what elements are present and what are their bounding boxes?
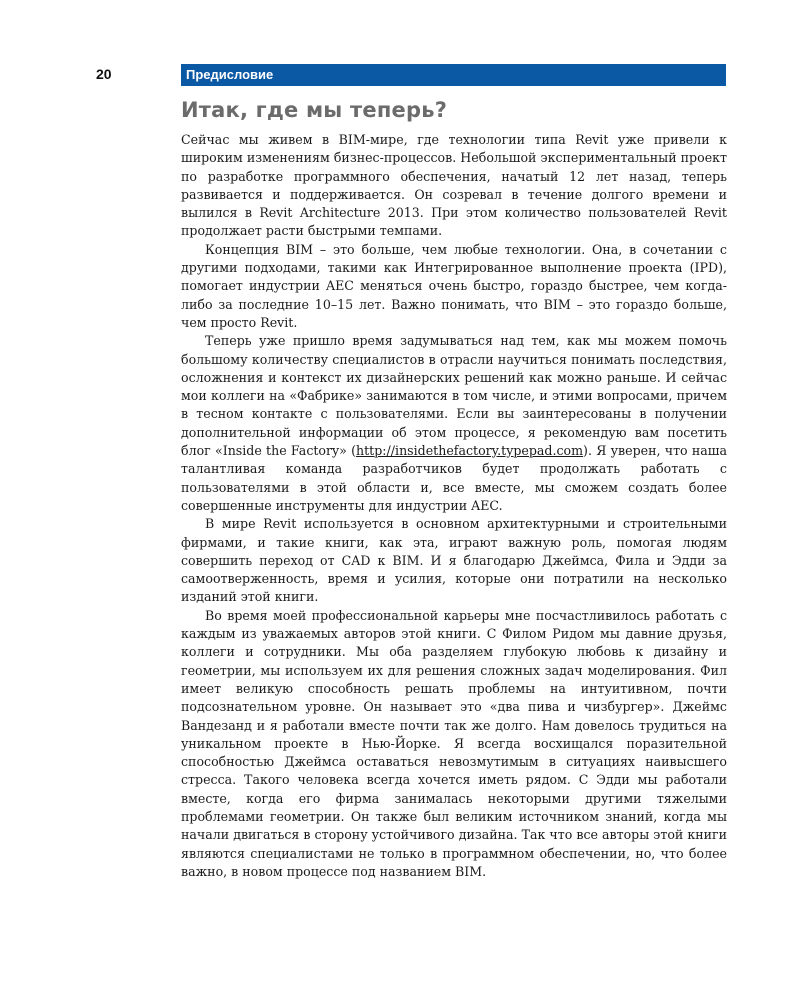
section-heading: Итак, где мы теперь? [181,98,448,122]
paragraph-4: В мире Revit используется в основном архитектурными и строительными фирмами, и такие книги, как эта, играют важную роль, помогая людям совершить переход от CAD к BIM. И я благодарю Джеймса, Фила и Эдди за самоотверженность, время и усилия, которые они потратили на несколько изданий этой книги. [181,516,727,605]
running-header-band [181,64,726,86]
paragraph-3-text-before: Теперь уже пришло время задумываться над тем, как мы можем помочь большому количеству специалистов в отрасли научиться понимать последствия, осложнения и контекст их дизайнерских решений как можно раньше. И сейчас мои коллеги на «Фабрике» занимаются в том числе, и этими вопросами, причем в тесном контакте с пользователями. Если вы заинтересованы в получении дополнительной информации об этом процессе, я рекомендую вам посетить блог «Inside the Factory» ( [181,333,727,459]
paragraph-3 [181,332,727,515]
paragraph-1: Сейчас мы живем в BIM-мире, где технологии типа Revit уже привели к широким изменениям бизнес-процессов. Небольшой экспериментальный проект по разработке программного обеспечения, начатый 12 лет назад, теперь развивается и поддерживается. Он созревал в течение долгого времени и вылился в Revit Architecture 2013. При этом количество пользователей Revit продолжает расти быстрыми темпами. [181,132,727,239]
paragraph-2: Концепция BIM – это больше, чем любые технологии. Она, в сочетании с другими подходами, такими как Интегрированное выполнение проекта (IPD), помогает индустрии AEC меняться очень быстро, гораздо быстрее, чем когда-либо за последние 10–15 лет. Важно понимать, что BIM – это гораздо больше, чем просто Revit. [181,241,727,330]
body-text [181,131,727,881]
paragraph-3-text-after: ). Я уверен, что наша талантливая команда разработчиков будет продолжать работать с пользователями в этой области и, все вместе, мы сможем создать более совершенные инструменты для индустрии AEC. [181,443,727,513]
section-title: Предисловие [186,67,274,82]
paragraph-5: Во время моей профессиональной карьеры мне посчастливилось работать с каждым из уважаемых авторов этой книги. С Филом Ридом мы давние друзья, коллеги и сотрудники. Мы оба разделяем глубокую любовь к дизайну и геометрии, мы используем их для решения сложных задач моделирования. Фил имеет великую способность решать проблемы на интуитивном, почти подсознательном уровне. Он называет это «два пива и чизбургер». Джеймс Вандезанд и я работали вместе почти так же долго. Нам довелось трудиться на уникальном проекте в Нью-Йорке. Я всегда восхищался поразительной способностью Джеймса оставаться невозмутимым в ситуациях наивысшего стресса. Такого человека всегда хочется иметь рядом. С Эдди мы работали вместе, когда его фирма занималась некоторыми другими тяжелыми проблемами геометрии. Он также был великим источником знаний, когда мы начали двигаться в сторону устойчивого дизайна. Так что все авторы этой книги являются специалистами не только в программном обеспечении, но, что более важно, в новом процессе под названием BIM. [181,607,727,879]
blog-link[interactable]: http://insidethefactory.typepad.com [356,443,584,459]
page-number: 20 [96,66,112,82]
